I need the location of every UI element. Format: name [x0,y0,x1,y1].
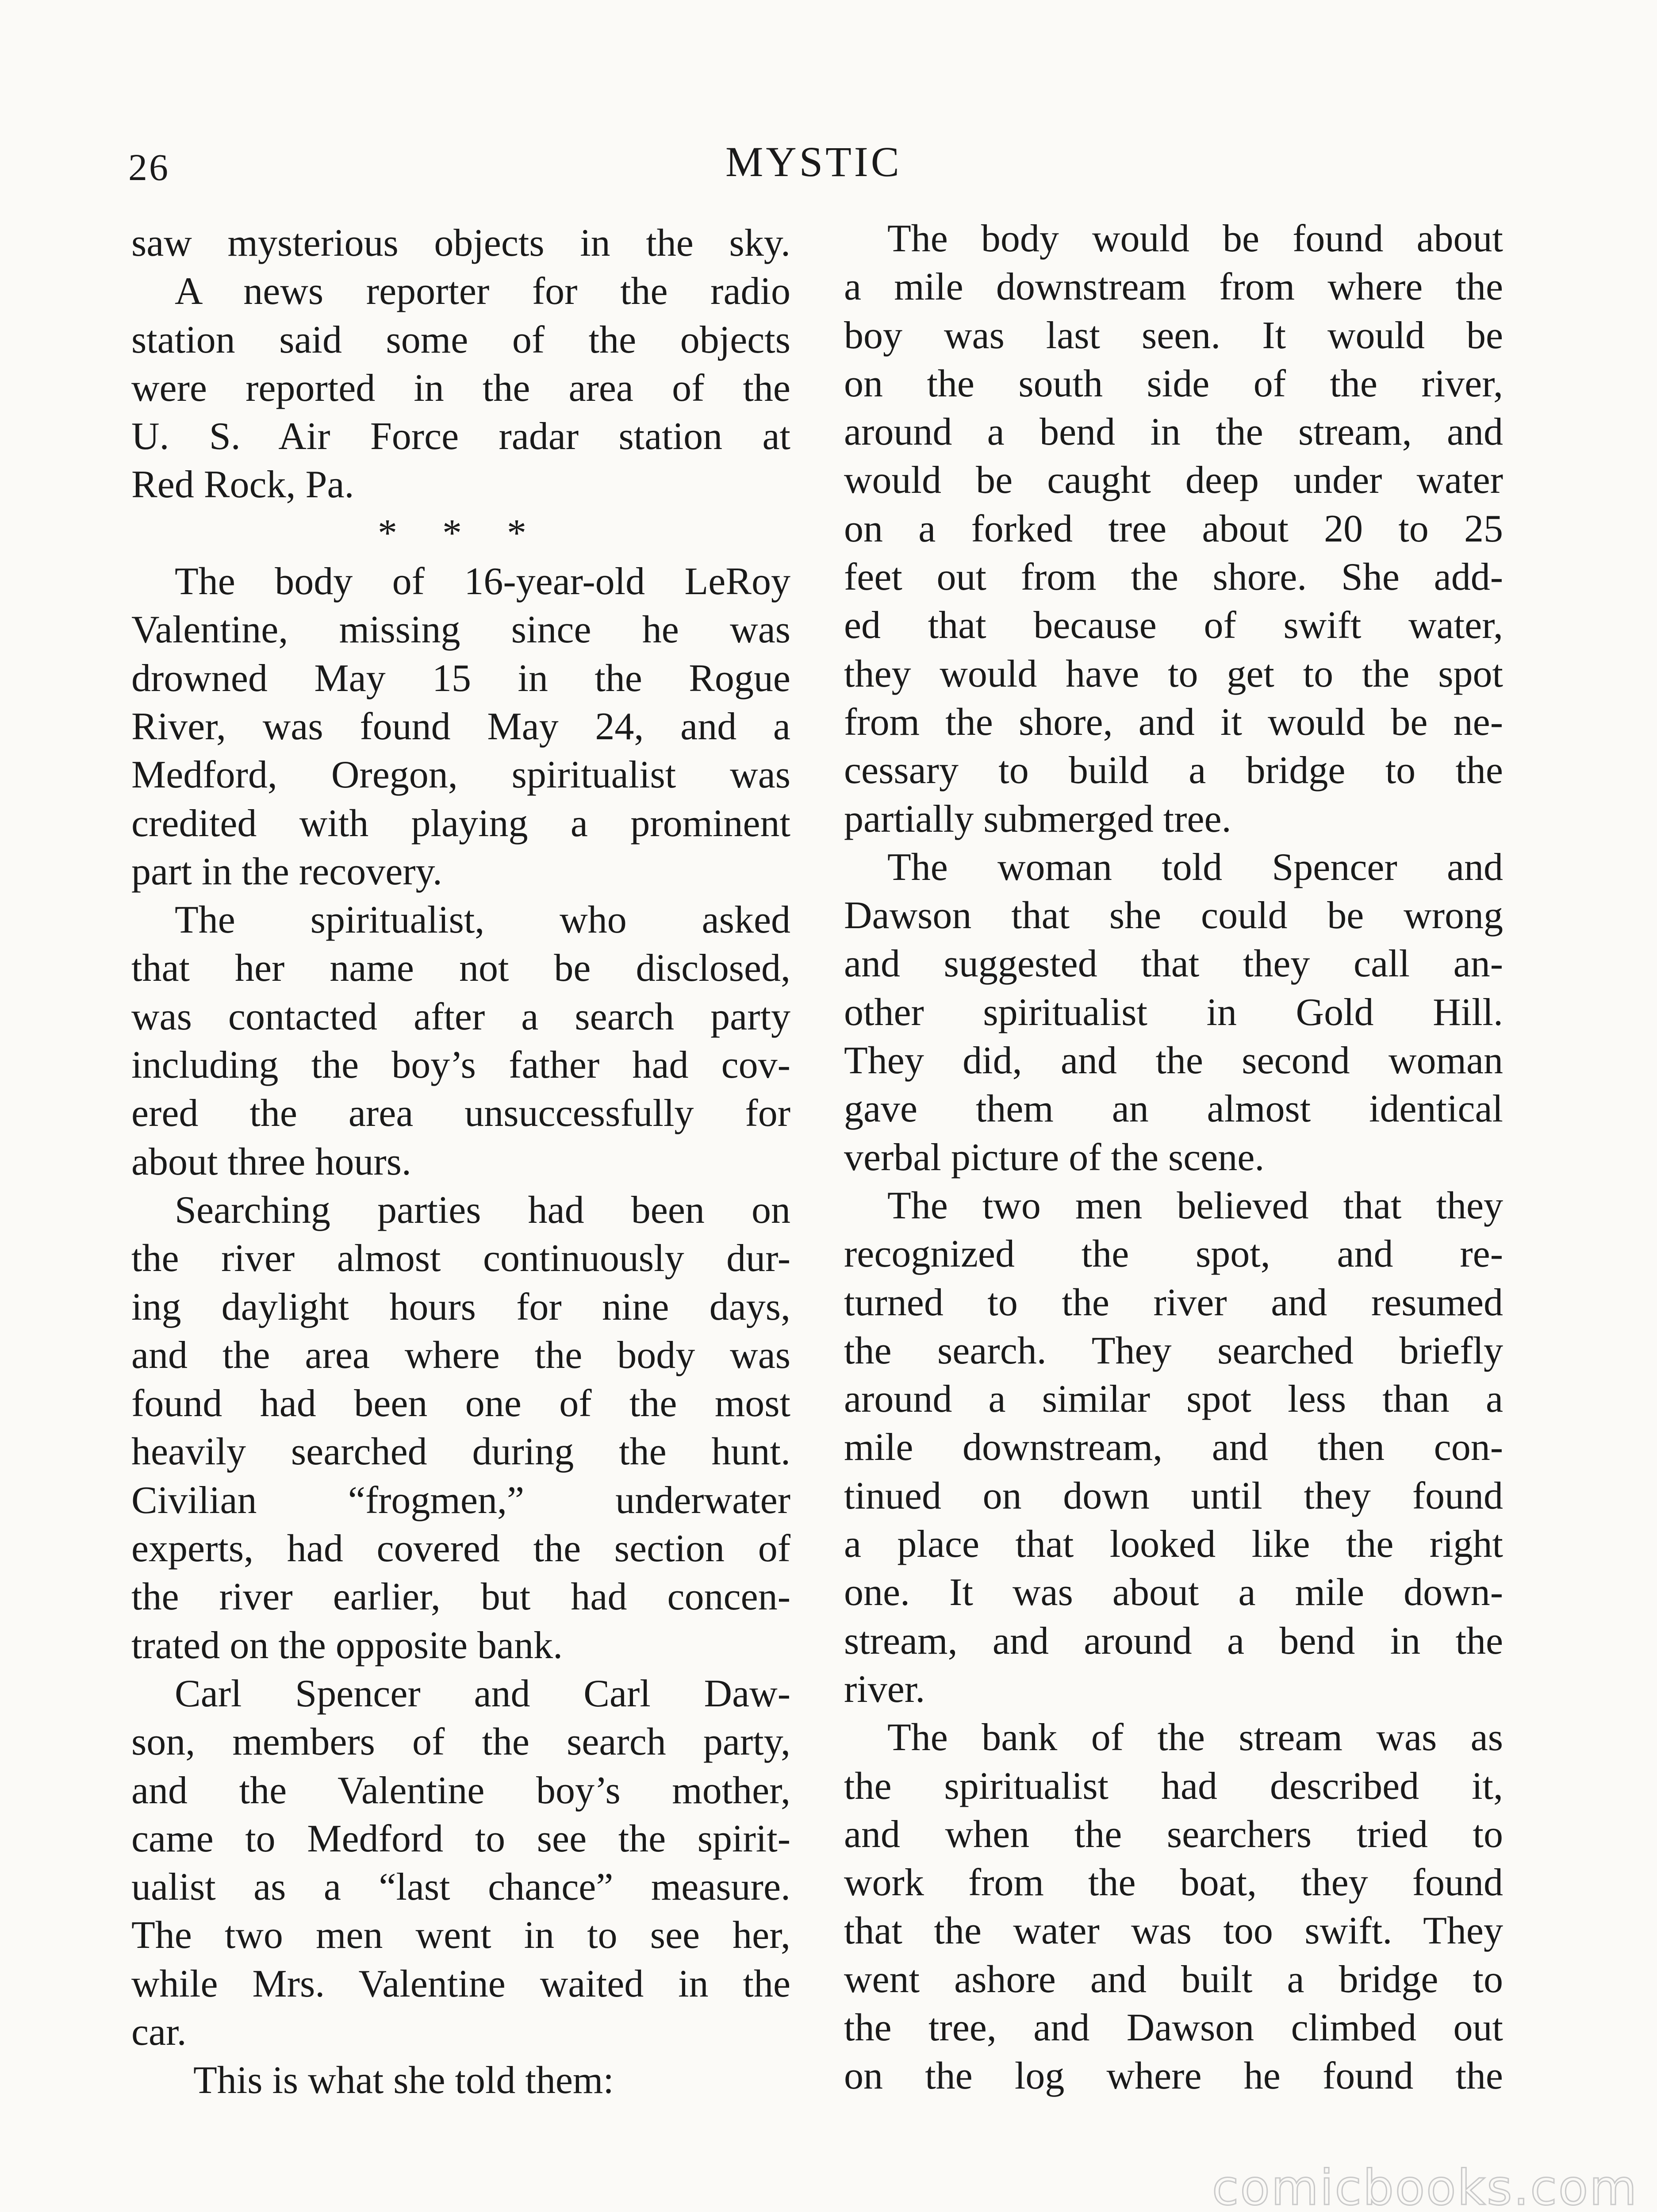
text-line: son, members of the search party, [131,1720,790,1764]
text-line: station said some of the objects [131,318,790,361]
text-line: Red Rock, Pa. [131,463,354,507]
text-line: tinued on down until they found [844,1474,1503,1517]
text-line: saw mysterious objects in the sky. [131,222,790,265]
text-line: This is what she told them: [193,2059,614,2102]
text-line: Searching parties had been on [175,1188,790,1232]
text-line: drowned May 15 in the Rogue [131,657,790,700]
text-line: Dawson that she could be wrong [844,894,1503,937]
text-line: cessary to build a bridge to the [844,749,1503,792]
text-line: * * * [378,511,544,555]
text-line: Medford, Oregon, spiritualist was [131,753,790,797]
text-line: mile downstream, and then con- [844,1426,1503,1469]
text-line: car. [131,2010,187,2054]
text-line: partially submerged tree. [844,797,1231,841]
text-line: River, was found May 24, and a [131,705,790,748]
text-line: including the boy’s father had cov- [131,1044,790,1087]
text-line: They did, and the second woman [844,1039,1503,1083]
text-line: would be caught deep under water [844,459,1503,502]
text-line: and when the searchers tried to [844,1813,1503,1856]
text-line: Carl Spencer and Carl Daw- [175,1672,790,1715]
text-line: while Mrs. Valentine waited in the [131,1962,790,2005]
text-line: about three hours. [131,1140,411,1183]
text-line: The woman told Spencer and [887,845,1503,889]
page-number: 26 [128,146,170,188]
text-line: on a forked tree about 20 to 25 [844,507,1503,550]
text-line: The two men believed that they [887,1184,1503,1227]
text-line: part in the recovery. [131,850,442,893]
text-line: the search. They searched briefly [844,1329,1503,1372]
text-line: and the Valentine boy’s mother, [131,1769,790,1812]
text-line: from the shore, and it would be ne- [844,700,1503,744]
left-text-column [131,219,790,2105]
text-line: went ashore and built a bridge to [844,1958,1503,2001]
text-line: they would have to get to the spot [844,652,1503,695]
text-line: river. [844,1667,925,1711]
running-head: MYSTIC [725,138,902,185]
text-line: and suggested that they call an- [844,942,1503,986]
text-line: The body would be found about [887,217,1503,260]
text-line: ualist as a “last chance” measure. [131,1866,790,1909]
text-line: that the water was too swift. They [844,1909,1503,1953]
text-line: boy was last seen. It would be [844,314,1503,357]
text-line: stream, and around a bend in the [844,1619,1503,1663]
text-line: gave them an almost identical [844,1087,1503,1131]
text-line: around a similar spot less than a [844,1378,1503,1421]
text-line: the river almost continuously dur- [131,1237,790,1280]
text-line: a place that looked like the right [844,1523,1503,1566]
text-line: was contacted after a search party [131,995,790,1038]
right-text-column [844,215,1503,2101]
text-line: ing daylight hours for nine days, [131,1285,790,1329]
text-line: found had been one of the most [131,1382,790,1425]
text-line: credited with playing a prominent [131,802,790,845]
text-line: and the area where the body was [131,1333,790,1377]
text-line: work from the boat, they found [844,1861,1503,1905]
text-line: on the log where he found the [844,2055,1503,2098]
text-line: The bank of the stream was as [887,1716,1503,1759]
text-line: The two men went in to see her, [131,1914,790,1957]
text-line: recognized the spot, and re- [844,1233,1503,1276]
text-line: turned to the river and resumed [844,1281,1503,1324]
text-line: came to Medford to see the spirit- [131,1817,790,1860]
text-line: Civilian “frogmen,” underwater [131,1479,790,1522]
text-line: trated on the opposite bank. [131,1624,563,1667]
text-line: that her name not be disclosed, [131,947,790,990]
text-line: the river earlier, but had concen- [131,1575,790,1619]
text-line: The spiritualist, who asked [175,899,790,942]
text-line: A news reporter for the radio [175,270,790,313]
text-line: ed that because of swift water, [844,604,1503,647]
text-line: a mile downstream from where the [844,265,1503,309]
text-line: verbal picture of the scene. [844,1136,1265,1179]
text-line: one. It was about a mile down- [844,1571,1503,1614]
text-line: the tree, and Dawson climbed out [844,2006,1503,2049]
text-line: heavily searched during the hunt. [131,1430,790,1474]
text-line: feet out from the shore. She add- [844,556,1503,599]
text-line: other spiritualist in Gold Hill. [844,991,1503,1034]
watermark-logo: comicbooks.com [1212,2159,1638,2212]
text-line: were reported in the area of the [131,366,790,410]
text-line: U. S. Air Force radar station at [131,415,790,458]
text-line: around a bend in the stream, and [844,411,1503,454]
text-line: the spiritualist had described it, [844,1764,1503,1808]
text-line: Valentine, missing since he was [131,608,790,652]
text-line: The body of 16-year-old LeRoy [175,560,790,603]
text-line: experts, had covered the section of [131,1527,790,1571]
text-line: on the south side of the river, [844,362,1503,405]
text-line: ered the area unsuccessfully for [131,1092,790,1135]
